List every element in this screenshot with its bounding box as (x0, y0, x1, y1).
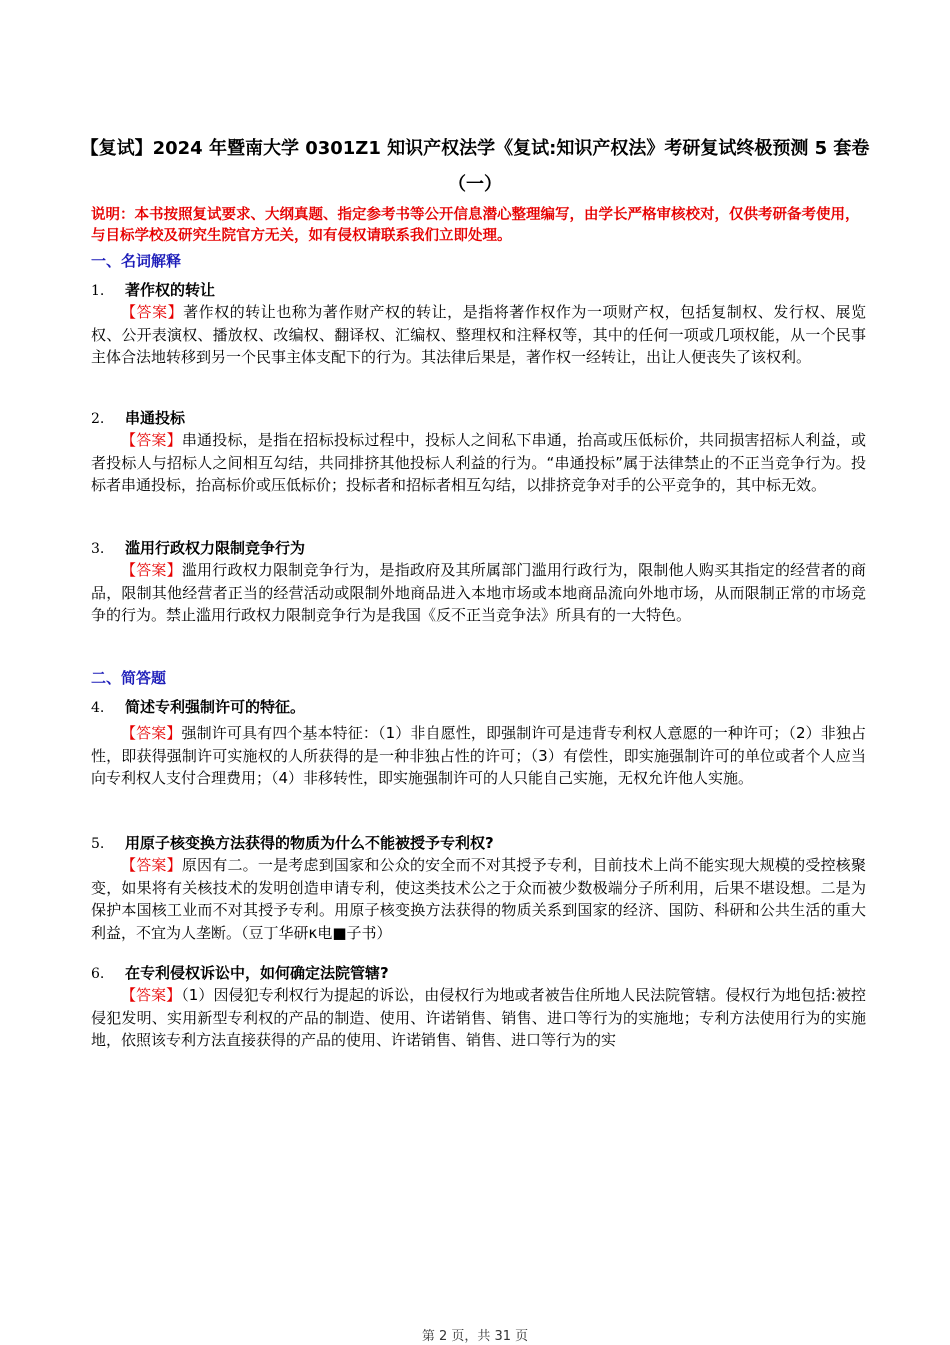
answer-paragraph (91, 984, 866, 1052)
answer-tag: 【答案】 (121, 986, 182, 1004)
question-6 (91, 962, 866, 1052)
question-number: 5. (91, 836, 105, 852)
answer-text: 原因有二。一是考虑到国家和公众的安全而不对其授予专利，目前技术上尚不能实现大规模的受控核聚变，如果将有关核技术的发明创造申请专利，使这类技术公之于众而被少数极端分子所利用，后果不堪设想。二是为保护本国核工业而不对其授予专利。用原子核变换方法获得的物质关系到国家的经济、国防、科研和公共生活的重大利益，不宜为人垄断。（豆丁华研κ电■子书） (91, 856, 866, 942)
page-footer: 第 2 页，共 31 页 (421, 1329, 529, 1344)
question-title (91, 407, 866, 429)
question-title (91, 279, 866, 301)
section-heading-short-answer: 二、简答题 (91, 669, 167, 687)
question-title (91, 832, 866, 854)
question-title (91, 962, 866, 984)
answer-paragraph (91, 559, 866, 627)
question-number: 3. (91, 541, 105, 557)
answer-tag: 【答案】 (121, 303, 184, 321)
question-text: 滥用行政权力限制竞争行为 (125, 539, 306, 557)
question-number: 1. (91, 283, 105, 299)
question-text: 串通投标 (125, 409, 186, 427)
question-5 (91, 832, 866, 944)
question-title (91, 696, 866, 718)
answer-tag: 【答案】 (121, 856, 182, 874)
question-text: 简述专利强制许可的特征。 (125, 698, 306, 716)
question-1 (91, 279, 866, 369)
question-title (91, 537, 866, 559)
question-text: 在专利侵权诉讼中，如何确定法院管辖? (125, 964, 389, 982)
question-text: 用原子核变换方法获得的物质为什么不能被授予专利权? (125, 834, 494, 852)
question-2 (91, 407, 866, 497)
answer-paragraph (91, 301, 866, 369)
answer-text: 著作权的转让也称为著作财产权的转让，是指将著作权作为一项财产权，包括复制权、发行权、展览权、公开表演权、播放权、改编权、翻译权、汇编权、整理权和注释权等，其中的任何一项或几项权能，从一个民事主体合法地转移到另一个民事主体支配下的行为。其法律后果是，著作权一经转让，出让人便丧失了该权利。 (91, 303, 866, 366)
question-4 (91, 696, 866, 790)
document-title: 【复试】2024 年暨南大学 0301Z1 知识产权法学《复试:知识产权法》考研复试终极预测 5 套卷（一） (80, 138, 870, 195)
answer-paragraph (91, 429, 866, 497)
question-text: 著作权的转让 (125, 281, 216, 299)
answer-tag: 【答案】 (121, 561, 182, 579)
question-number: 2. (91, 411, 105, 427)
disclaimer-notice: 说明：本书按照复试要求、大纲真题、指定参考书等公开信息潜心整理编写，由学长严格审核校对，仅供考研备考使用，与目标学校及研究生院官方无关，如有侵权请联系我们立即处理。 (91, 207, 860, 244)
question-number: 6. (91, 966, 105, 982)
answer-paragraph (91, 722, 866, 790)
question-3 (91, 537, 866, 627)
answer-text: 强制许可具有四个基本特征：（1）非自愿性，即强制许可是违背专利权人意愿的一种许可；（2）非独占性，即获得强制许可实施权的人所获得的是一种非独占性的许可；（3）有偿性，即实施强制许可的单位或者个人应当向专利权人支付合理费用；（4）非移转性，即实施强制许可的人只能自己实施，无权允许他人实施。 (91, 724, 866, 787)
question-number: 4. (91, 700, 105, 716)
answer-tag: 【答案】 (121, 431, 182, 449)
answer-text: 串通投标，是指在招标投标过程中，投标人之间私下串通，抬高或压低标价，共同损害招标人利益，或者投标人与招标人之间相互勾结，共同排挤其他投标人利益的行为。“串通投标”属于法律禁止的不正当竞争行为。投标者串通投标，抬高标价或压低标价；投标者和招标者相互勾结，以排挤竞争对手的公平竞争的，其中标无效。 (91, 431, 866, 494)
answer-text: （1）因侵犯专利权行为提起的诉讼，由侵权行为地或者被告住所地人民法院管辖。侵权行为地包括:被控侵犯发明、实用新型专利权的产品的制造、使用、许诺销售、销售、进口等行为的实施地；专利方法使用行为的实施地，依照该专利方法直接获得的产品的使用、许诺销售、销售、进口等行为的实 (91, 986, 866, 1049)
answer-tag: 【答案】 (121, 724, 182, 742)
section-heading-definitions: 一、名词解释 (91, 252, 182, 270)
answer-paragraph (91, 854, 866, 944)
answer-text: 滥用行政权力限制竞争行为，是指政府及其所属部门滥用行政行为，限制他人购买其指定的经营者的商品，限制其他经营者正当的经营活动或限制外地商品进入本地市场或本地商品流向外地市场，从而限制正常的市场竞争的行为。禁止滥用行政权力限制竞争行为是我国《反不正当竞争法》所具有的一大特色。 (91, 561, 866, 624)
